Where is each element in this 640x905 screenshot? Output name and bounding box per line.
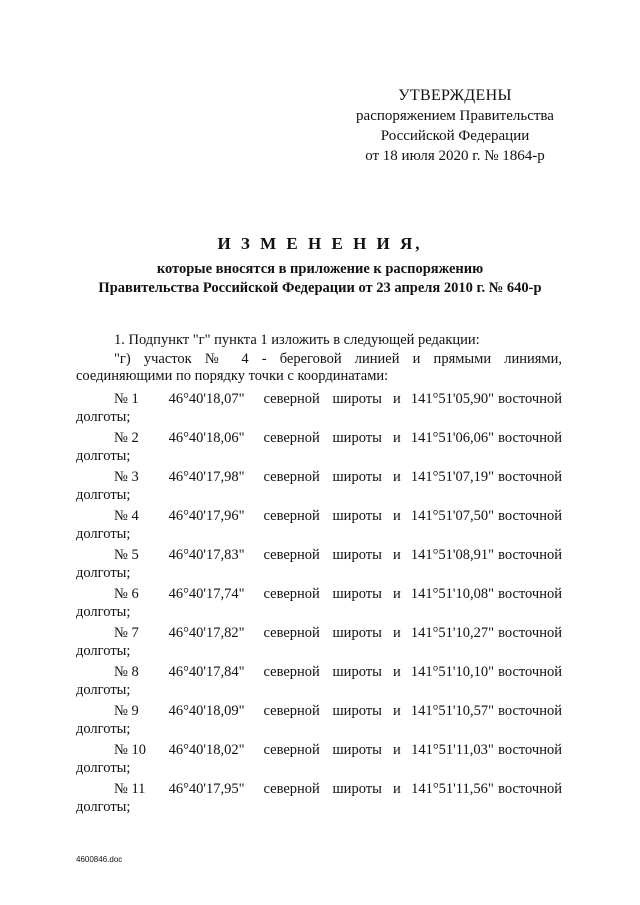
latitude-word: широты xyxy=(332,664,382,680)
longitude-word: долготы; xyxy=(76,526,131,542)
latitude-word: широты xyxy=(332,586,382,602)
north-word: северной xyxy=(263,664,320,680)
point-number: № 7 xyxy=(114,625,139,641)
coordinate-item xyxy=(76,546,562,582)
and-word: и xyxy=(392,664,401,680)
approval-line-2: Российской Федерации xyxy=(380,128,530,144)
footer-filename: 4600846.doc xyxy=(76,855,123,864)
east-word: восточной xyxy=(498,625,562,641)
east-word: восточной xyxy=(498,508,562,524)
coordinate-row xyxy=(76,780,562,798)
and-word: и xyxy=(392,586,401,602)
latitude-value: 46°40'18,07" xyxy=(168,391,245,407)
east-word: восточной xyxy=(498,781,562,797)
coordinate-row xyxy=(76,390,562,408)
coordinate-item xyxy=(76,585,562,621)
coordinate-row xyxy=(76,702,562,720)
point-number: № 2 xyxy=(114,430,139,446)
and-word: и xyxy=(392,742,401,758)
north-word: северной xyxy=(263,391,320,407)
longitude-value: 141°51'08,91" xyxy=(410,547,495,563)
and-word: и xyxy=(392,508,401,524)
north-word: северной xyxy=(263,703,320,719)
north-word: северной xyxy=(263,781,320,797)
latitude-word: широты xyxy=(332,430,382,446)
coordinate-item xyxy=(76,468,562,504)
east-word: восточной xyxy=(498,469,562,485)
longitude-word: долготы; xyxy=(76,721,131,737)
latitude-value: 46°40'17,84" xyxy=(168,664,245,680)
longitude-word: долготы; xyxy=(76,760,131,776)
east-word: восточной xyxy=(498,742,562,758)
east-word: восточной xyxy=(498,391,562,407)
longitude-word: долготы; xyxy=(76,643,131,659)
paragraph-1: 1. Подпункт "г" пункта 1 изложить в следующей редакции: xyxy=(114,332,480,348)
east-word: восточной xyxy=(498,430,562,446)
north-word: северной xyxy=(263,625,320,641)
approval-heading: УТВЕРЖДЕНЫ xyxy=(398,87,512,104)
coordinate-item xyxy=(76,390,562,426)
coordinate-item xyxy=(76,741,562,777)
coordinate-item xyxy=(76,624,562,660)
longitude-value: 141°51'11,56" xyxy=(411,781,494,797)
north-word: северной xyxy=(263,547,320,563)
longitude-word: долготы; xyxy=(76,487,131,503)
coordinate-list xyxy=(76,390,562,816)
point-number: № 8 xyxy=(114,664,139,680)
latitude-word: широты xyxy=(332,469,382,485)
subtitle-line-1: которые вносятся в приложение к распоряжению xyxy=(156,261,484,277)
coordinate-row xyxy=(76,741,562,759)
longitude-value: 141°51'11,03" xyxy=(411,742,494,758)
latitude-value: 46°40'17,83" xyxy=(168,547,245,563)
longitude-word: долготы; xyxy=(76,565,131,581)
latitude-word: широты xyxy=(332,391,382,407)
longitude-value: 141°51'10,57" xyxy=(410,703,495,719)
document-title: И З М Е Н Е Н И Я, xyxy=(217,234,423,253)
longitude-word: долготы; xyxy=(76,604,131,620)
and-word: и xyxy=(392,469,401,485)
coordinate-row xyxy=(76,663,562,681)
coordinate-item xyxy=(76,663,562,699)
point-number: № 9 xyxy=(114,703,139,719)
longitude-word: долготы; xyxy=(76,799,131,815)
point-number: № 4 xyxy=(114,508,139,524)
point-number: № 1 xyxy=(114,391,139,407)
longitude-word: долготы; xyxy=(76,682,131,698)
point-number: № 3 xyxy=(114,469,139,485)
coordinate-item xyxy=(76,780,562,816)
north-word: северной xyxy=(263,430,320,446)
longitude-value: 141°51'07,50" xyxy=(410,508,495,524)
longitude-word: долготы; xyxy=(76,448,131,464)
latitude-word: широты xyxy=(332,547,382,563)
coordinate-row xyxy=(76,468,562,486)
latitude-word: широты xyxy=(332,625,382,641)
latitude-value: 46°40'17,82" xyxy=(168,625,245,641)
latitude-value: 46°40'18,09" xyxy=(168,703,245,719)
longitude-value: 141°51'10,27" xyxy=(410,625,495,641)
and-word: и xyxy=(392,703,401,719)
latitude-word: широты xyxy=(332,703,382,719)
coordinate-item xyxy=(76,702,562,738)
east-word: восточной xyxy=(498,586,562,602)
north-word: северной xyxy=(263,586,320,602)
coordinate-row xyxy=(76,429,562,447)
latitude-value: 46°40'17,98" xyxy=(168,469,245,485)
coordinate-item xyxy=(76,507,562,543)
coordinate-row xyxy=(76,546,562,564)
approval-block xyxy=(340,86,570,166)
point-number: № 5 xyxy=(114,547,139,563)
latitude-value: 46°40'18,02" xyxy=(168,742,245,758)
longitude-word: долготы; xyxy=(76,409,131,425)
document-subtitle xyxy=(60,260,580,298)
longitude-value: 141°51'05,90" xyxy=(410,391,495,407)
and-word: и xyxy=(392,430,401,446)
north-word: северной xyxy=(263,508,320,524)
latitude-word: широты xyxy=(332,742,382,758)
latitude-value: 46°40'17,95" xyxy=(168,781,245,797)
coordinate-item xyxy=(76,429,562,465)
east-word: восточной xyxy=(498,547,562,563)
and-word: и xyxy=(392,547,401,563)
approval-line-1: распоряжением Правительства xyxy=(356,108,554,124)
longitude-value: 141°51'10,08" xyxy=(410,586,495,602)
latitude-value: 46°40'18,06" xyxy=(168,430,245,446)
longitude-value: 141°51'06,06" xyxy=(410,430,495,446)
north-word: северной xyxy=(263,742,320,758)
and-word: и xyxy=(392,391,401,407)
and-word: и xyxy=(392,781,401,797)
longitude-value: 141°51'10,10" xyxy=(410,664,495,680)
document-body xyxy=(76,332,562,816)
point-number: № 11 xyxy=(114,781,146,797)
coordinate-row xyxy=(76,507,562,525)
subtitle-line-2: Правительства Российской Федерации от 23 апреля 2010 г. № 640-р xyxy=(98,280,542,296)
latitude-word: широты xyxy=(332,508,382,524)
coordinate-row xyxy=(76,585,562,603)
paragraph-2: "г) участок № 4 - береговой линией и прямыми линиями, соединяющими по порядку точки с координатами: xyxy=(76,351,562,384)
latitude-word: широты xyxy=(332,781,382,797)
coordinate-row xyxy=(76,624,562,642)
point-number: № 10 xyxy=(114,742,146,758)
and-word: и xyxy=(392,625,401,641)
east-word: восточной xyxy=(498,703,562,719)
longitude-value: 141°51'07,19" xyxy=(410,469,495,485)
latitude-value: 46°40'17,74" xyxy=(168,586,245,602)
east-word: восточной xyxy=(498,664,562,680)
point-number: № 6 xyxy=(114,586,139,602)
latitude-value: 46°40'17,96" xyxy=(168,508,245,524)
north-word: северной xyxy=(263,469,320,485)
approval-line-3: от 18 июля 2020 г. № 1864-р xyxy=(365,148,545,164)
